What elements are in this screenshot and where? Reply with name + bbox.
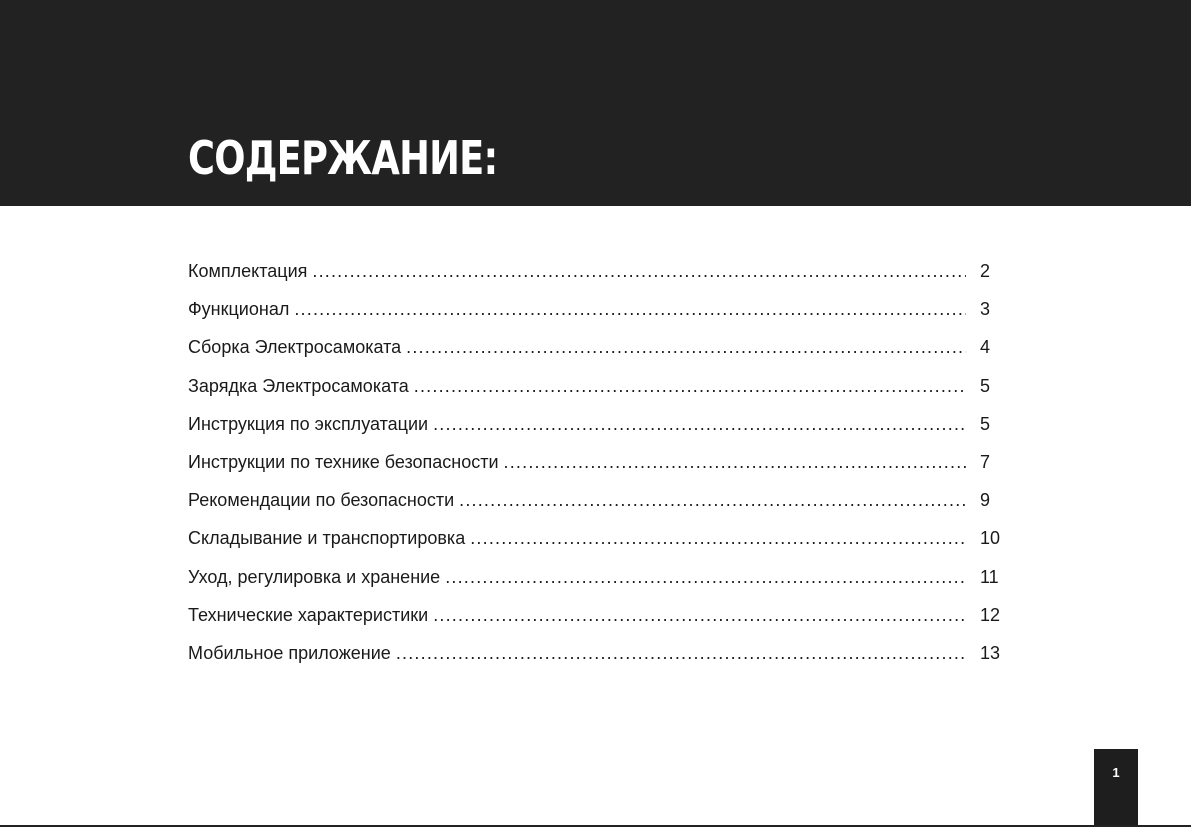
toc-dot-leader (294, 290, 966, 328)
toc-entry-label: Мобильное приложение (188, 642, 391, 663)
toc-dot-leader (312, 252, 966, 290)
toc-entry-label: Зарядка Электросамоката (188, 375, 409, 396)
toc-entry-label: Сборка Электросамоката (188, 337, 402, 358)
toc-entry-page: 11 (980, 566, 999, 587)
toc-dot-leader (445, 558, 966, 596)
page-title: СОДЕРЖАНИЕ: (188, 131, 498, 185)
toc-entry-specifications[interactable] (188, 596, 1000, 634)
toc-dot-leader (459, 481, 966, 519)
toc-entry-page: 13 (980, 642, 1001, 663)
toc-entry-charging[interactable] (188, 367, 1000, 405)
table-of-contents (188, 252, 1000, 672)
page-number: 1 (1112, 765, 1120, 780)
toc-entry-folding[interactable] (188, 519, 1000, 557)
toc-entry-page: 5 (980, 375, 991, 396)
toc-entry-label: Комплектация (188, 261, 308, 281)
page-number-tab (1094, 749, 1138, 827)
toc-dot-leader (470, 519, 966, 557)
toc-dot-leader (433, 596, 966, 634)
toc-entry-label: Рекомендации по безопасности (188, 490, 455, 511)
toc-entry-label: Уход, регулировка и хранение (188, 566, 441, 587)
header-band (0, 0, 1191, 206)
toc-entry-operation[interactable] (188, 405, 1000, 443)
toc-entry-safety-recommendations[interactable] (188, 481, 1000, 519)
toc-entry-page: 7 (980, 451, 991, 472)
toc-dot-leader (406, 328, 966, 366)
toc-entry-label: Функционал (188, 299, 290, 320)
toc-entry-safety-instructions[interactable] (188, 443, 1000, 481)
toc-entry-label: Складывание и транспортировка (188, 528, 466, 549)
toc-entry-page: 12 (980, 604, 1001, 625)
toc-dot-leader (433, 405, 966, 443)
toc-dot-leader (504, 443, 966, 481)
toc-entry-functions[interactable] (188, 290, 1000, 328)
toc-entry-page: 4 (980, 337, 991, 358)
toc-entry-page: 9 (980, 490, 991, 511)
toc-entry-page: 3 (980, 299, 991, 320)
toc-dot-leader (396, 634, 966, 672)
toc-dot-leader (414, 367, 966, 405)
toc-entry-page: 2 (980, 261, 991, 281)
toc-entry-kit[interactable] (188, 252, 1000, 290)
toc-entry-care[interactable] (188, 558, 1000, 596)
toc-entry-label: Инструкции по технике безопасности (188, 451, 499, 472)
toc-entry-page: 10 (980, 528, 1001, 549)
toc-entry-label: Инструкция по эксплуатации (188, 413, 429, 434)
toc-entry-page: 5 (980, 413, 991, 434)
toc-entry-mobile-app[interactable] (188, 634, 1000, 672)
toc-entry-label: Технические характеристики (188, 604, 429, 625)
toc-entry-assembly[interactable] (188, 328, 1000, 366)
